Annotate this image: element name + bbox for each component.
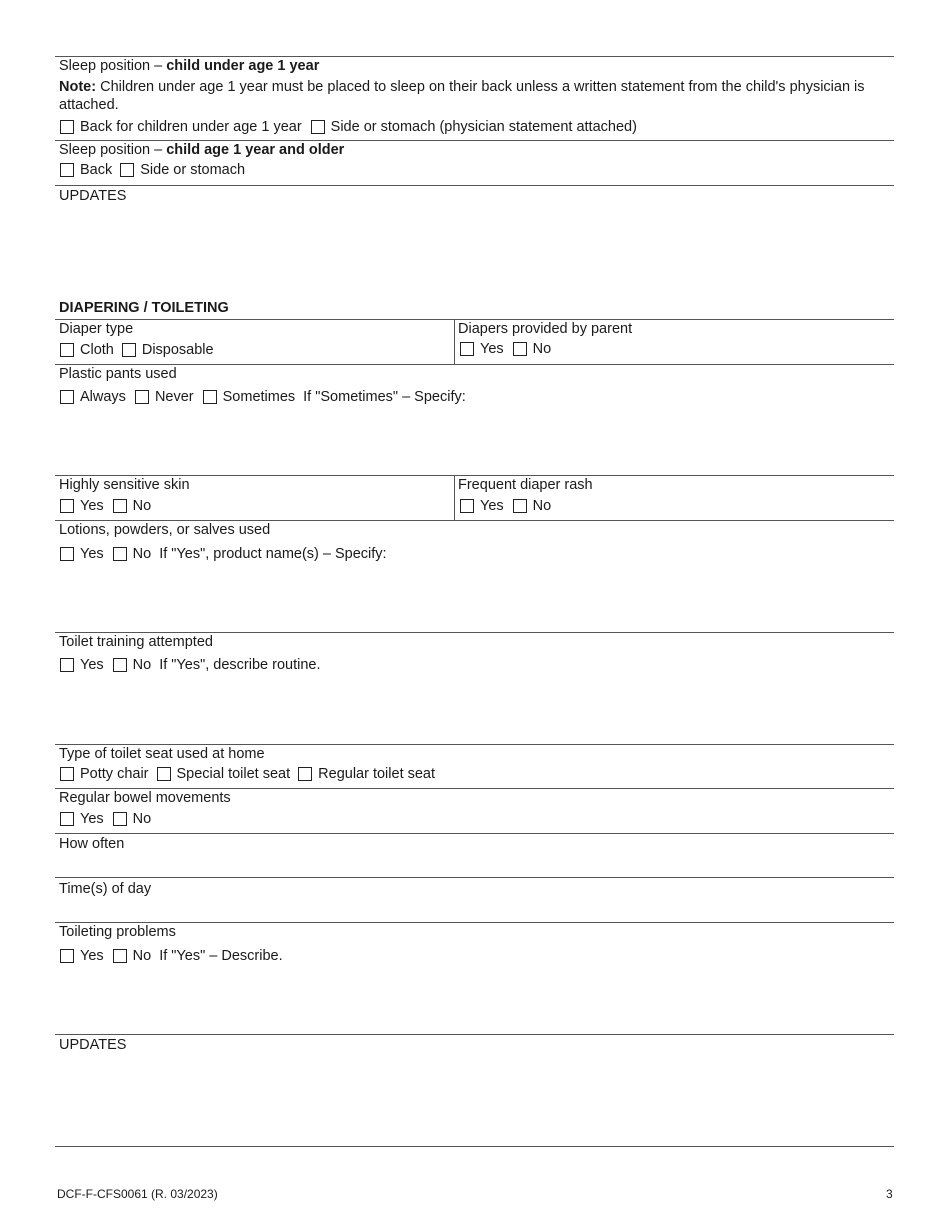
checkbox-toilet-training-no[interactable] <box>113 658 127 672</box>
sleep-1-plus-options: Back Side or stomach <box>60 161 245 179</box>
checkbox-side-stomach-1-plus[interactable] <box>120 163 134 177</box>
checkbox-lotions-yes[interactable] <box>60 547 74 561</box>
page-number: 3 <box>886 1187 893 1201</box>
sensitive-skin-options: Yes No <box>60 497 151 515</box>
checkbox-disposable[interactable] <box>122 343 136 357</box>
divider <box>55 1034 894 1035</box>
checkbox-special-toilet-seat[interactable] <box>157 767 171 781</box>
diaper-rash-label: Frequent diaper rash <box>458 477 593 493</box>
column-divider <box>454 475 455 520</box>
checkbox-bowel-yes[interactable] <box>60 812 74 826</box>
toilet-training-label: Toilet training attempted <box>59 634 213 650</box>
plastic-pants-options: Always Never Sometimes If "Sometimes" – Specify: <box>60 388 466 406</box>
divider <box>55 1146 894 1147</box>
divider <box>55 364 894 365</box>
diaper-type-options: Cloth Disposable <box>60 341 214 359</box>
checkbox-bowel-no[interactable] <box>113 812 127 826</box>
updates-field[interactable] <box>55 1054 894 1144</box>
diapers-provided-label: Diapers provided by parent <box>458 321 633 337</box>
times-of-day-field[interactable] <box>55 898 894 920</box>
plastic-pants-label: Plastic pants used <box>59 366 177 382</box>
column-divider <box>454 319 455 364</box>
sleep-note: Note: Children under age 1 year must be placed to sleep on their back unless a written statement from the child's physician is attached. <box>59 79 865 113</box>
updates-field[interactable] <box>55 205 894 295</box>
checkbox-potty-chair[interactable] <box>60 767 74 781</box>
checkbox-back-1-plus[interactable] <box>60 163 74 177</box>
toilet-training-options: Yes No If "Yes", describe routine. <box>60 656 321 674</box>
checkbox-plastic-sometimes[interactable] <box>203 390 217 404</box>
checkbox-cloth[interactable] <box>60 343 74 357</box>
toileting-problems-options: Yes No If "Yes" – Describe. <box>60 947 283 965</box>
divider <box>55 922 894 923</box>
how-often-field[interactable] <box>55 853 894 875</box>
times-of-day-label: Time(s) of day <box>59 881 152 897</box>
bowel-movements-options: Yes No <box>60 810 151 828</box>
checkbox-plastic-never[interactable] <box>135 390 149 404</box>
diaper-type-label: Diaper type <box>59 321 134 337</box>
divider <box>55 877 894 878</box>
checkbox-side-stomach-under-1[interactable] <box>311 120 325 134</box>
lotions-options: Yes No If "Yes", product name(s) – Specify: <box>60 545 387 563</box>
sleep-1-plus-label: Sleep position – child age 1 year and older <box>59 142 345 158</box>
checkbox-sensitive-skin-yes[interactable] <box>60 499 74 513</box>
updates-label: UPDATES <box>59 1037 127 1053</box>
checkbox-diapers-provided-yes[interactable] <box>460 342 474 356</box>
toilet-seat-options: Potty chair Special toilet seat Regular toilet seat <box>60 765 435 783</box>
how-often-label: How often <box>59 836 125 852</box>
checkbox-diapers-provided-no[interactable] <box>513 342 527 356</box>
divider <box>55 185 894 186</box>
form-id: DCF-F-CFS0061 (R. 03/2023) <box>57 1187 218 1201</box>
checkbox-plastic-always[interactable] <box>60 390 74 404</box>
updates-label: UPDATES <box>59 188 127 204</box>
section-heading-diapering: DIAPERING / TOILETING <box>59 300 229 316</box>
sleep-under-1-options: Back for children under age 1 year Side or stomach (physician statement attached) <box>60 118 637 136</box>
checkbox-diaper-rash-no[interactable] <box>513 499 527 513</box>
checkbox-problems-no[interactable] <box>113 949 127 963</box>
bowel-movements-label: Regular bowel movements <box>59 790 231 806</box>
toileting-problems-label: Toileting problems <box>59 924 176 940</box>
divider <box>55 833 894 834</box>
checkbox-sensitive-skin-no[interactable] <box>113 499 127 513</box>
sleep-under-1-label: Sleep position – child under age 1 year <box>59 58 320 74</box>
checkbox-regular-toilet-seat[interactable] <box>298 767 312 781</box>
toilet-seat-label: Type of toilet seat used at home <box>59 746 265 762</box>
diaper-rash-options: Yes No <box>460 497 551 515</box>
sensitive-skin-label: Highly sensitive skin <box>59 477 190 493</box>
checkbox-problems-yes[interactable] <box>60 949 74 963</box>
diapers-provided-options: Yes No <box>460 340 551 358</box>
checkbox-diaper-rash-yes[interactable] <box>460 499 474 513</box>
checkbox-lotions-no[interactable] <box>113 547 127 561</box>
checkbox-back-under-1[interactable] <box>60 120 74 134</box>
checkbox-toilet-training-yes[interactable] <box>60 658 74 672</box>
lotions-label: Lotions, powders, or salves used <box>59 522 271 538</box>
